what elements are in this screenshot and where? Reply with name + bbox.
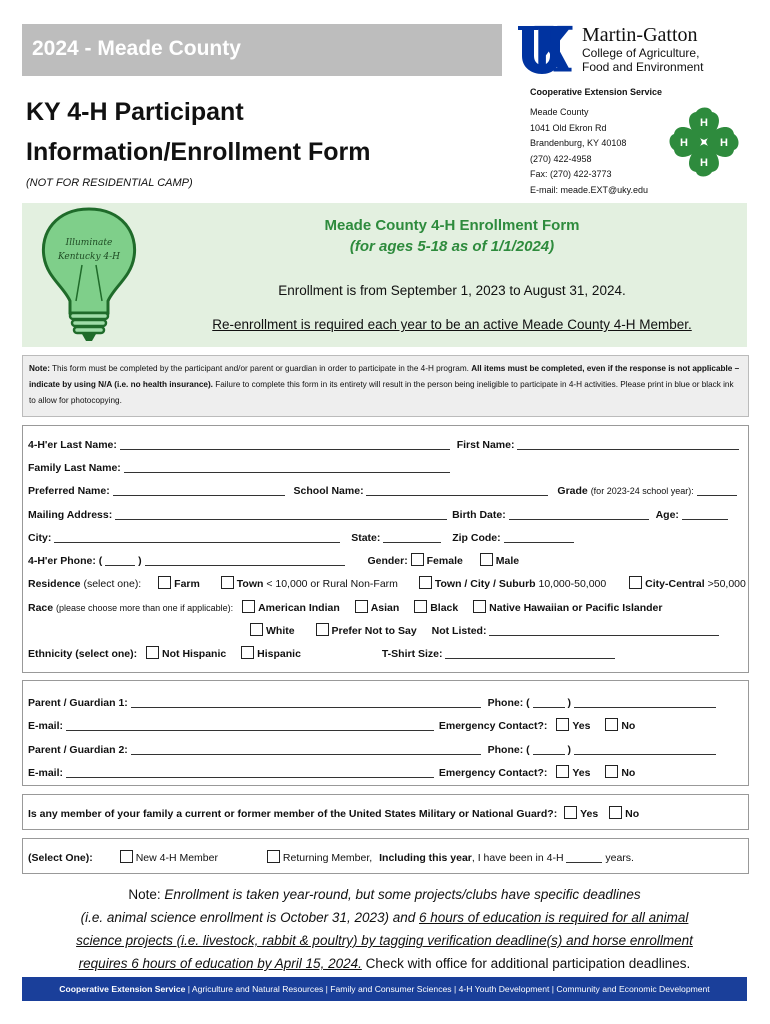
banner-title: Meade County 4-H Enrollment Form <box>324 217 580 234</box>
first-name-field[interactable] <box>517 437 739 450</box>
returning-member-checkbox[interactable] <box>267 850 280 863</box>
subtitle: (NOT FOR RESIDENTIAL CAMP) <box>26 177 193 189</box>
birth-date-field[interactable] <box>509 507 649 520</box>
lightbulb-icon <box>34 205 144 345</box>
row-parent2: Parent / Guardian 2: Phone: ( ) <box>28 742 716 756</box>
row-email2: E-mail: Emergency Contact?: Yes No <box>28 767 636 779</box>
row-residence: Residence (select one): Farm Town < 10,000 or Rural Non-Farm Town / City / Suburb 10,000-50,000 City-Central >50,000 <box>28 578 746 590</box>
row-names: 4-H'er Last Name: First Name: <box>28 437 739 451</box>
college-logo-text: Martin-Gatton College of Agriculture, Food and Environment <box>582 24 704 74</box>
deadline-note: Note: Enrollment is taken year-round, but some projects/clubs have specific deadlines (i.e. animal science enrollment is October 31, 2023) and 6 hours of education is required for all animal science projects (i.e. livestock, rabbit & poultry) by tagging verification deadline(s) and horse enrollment requires 6 hours of education by April 15, 2024. Check with office for additional participation deadlines. <box>76 887 693 971</box>
hispanic-checkbox[interactable] <box>241 646 254 659</box>
last-name-field[interactable] <box>120 437 450 450</box>
not-hispanic-checkbox[interactable] <box>146 646 159 659</box>
svg-text:H: H <box>700 157 708 169</box>
office-address: Meade County 1041 Old Ekron Rd Brandenburg, KY 40108 (270) 422-4958 Fax: (270) 422-3773 E-mail: meade.EXT@uky.edu <box>530 107 649 195</box>
footer-bar: Cooperative Extension Service | Agriculture and Natural Resources | Family and Consumer Sciences | 4-H Youth Development | Community and Economic Development <box>22 977 747 1001</box>
new-member-checkbox[interactable] <box>120 850 133 863</box>
parent2-phone-area-field[interactable] <box>533 742 565 755</box>
uk-logo-icon <box>516 24 576 76</box>
parent2-name-field[interactable] <box>131 742 481 755</box>
svg-text:H: H <box>680 137 688 149</box>
white-checkbox[interactable] <box>250 623 263 636</box>
grade-field[interactable] <box>697 483 737 496</box>
parent1-email-field[interactable] <box>66 718 434 731</box>
year-banner <box>22 24 502 76</box>
year-county: 2024 - Meade County <box>32 37 241 60</box>
family-last-name-field[interactable] <box>124 460 450 473</box>
phone-number-field[interactable] <box>145 553 345 566</box>
military-yes-checkbox[interactable] <box>564 806 577 819</box>
parent2-phone-field[interactable] <box>574 742 716 755</box>
svg-text:H: H <box>720 137 728 149</box>
row-mailing: Mailing Address: Birth Date: Age: <box>28 507 728 521</box>
row-school: Preferred Name: School Name: Grade (for 2023-24 school year): <box>28 483 737 497</box>
tshirt-size-field[interactable] <box>445 646 615 659</box>
row-city: City: State: Zip Code: <box>28 530 574 544</box>
preferred-name-field[interactable] <box>113 483 285 496</box>
race-not-listed-field[interactable] <box>489 623 719 636</box>
black-checkbox[interactable] <box>414 600 427 613</box>
row-phone: 4-H'er Phone: ( ) Gender: Female Male <box>28 555 520 567</box>
farm-checkbox[interactable] <box>158 576 171 589</box>
prefer-not-checkbox[interactable] <box>316 623 329 636</box>
school-name-field[interactable] <box>366 483 548 496</box>
parent1-emergency-yes-checkbox[interactable] <box>556 718 569 731</box>
american-indian-checkbox[interactable] <box>242 600 255 613</box>
svg-text:H: H <box>700 117 708 129</box>
male-checkbox[interactable] <box>480 553 493 566</box>
page-title: KY 4-H Participant Information/Enrollment Form <box>26 98 371 166</box>
reenrollment-note: Re-enrollment is required each year to be an active Meade County 4-H Member. <box>212 317 692 332</box>
instructions-note: Note: This form must be completed by the participant and/or parent or guardian in order to participate in the 4-H program. All items must be completed, even if the response is not applicable – indicate by using N/A (i.e. no health insurance). Failure to complete this form in its entirety will result in the person being ineligible to participate in 4-H activities. Please print in blue or black ink to allow for photocopying. <box>22 355 749 417</box>
parent1-name-field[interactable] <box>131 695 481 708</box>
suburb-checkbox[interactable] <box>419 576 432 589</box>
enrollment-period: Enrollment is from September 1, 2023 to August 31, 2024. <box>278 283 626 298</box>
banner-ages: (for ages 5-18 as of 1/1/2024) <box>349 238 555 255</box>
town-checkbox[interactable] <box>221 576 234 589</box>
row-race: Race (please choose more than one if applicable): American Indian Asian Black Native Hawaiian or Pacific Islander <box>28 602 663 614</box>
age-field[interactable] <box>682 507 728 520</box>
phone-area-field[interactable] <box>105 553 135 566</box>
parent2-email-field[interactable] <box>66 765 434 778</box>
row-race-2: White Prefer Not to Say Not Listed: <box>250 623 719 637</box>
four-h-clover-icon <box>666 104 742 180</box>
svg-text:Kentucky 4-H: Kentucky 4-H <box>57 252 121 262</box>
parent1-phone-field[interactable] <box>574 695 716 708</box>
row-family: Family Last Name: <box>28 460 450 474</box>
city-field[interactable] <box>54 530 340 543</box>
mailing-address-field[interactable] <box>115 507 447 520</box>
zip-code-field[interactable] <box>504 530 574 543</box>
parent2-emergency-no-checkbox[interactable] <box>605 765 618 778</box>
city-central-checkbox[interactable] <box>629 576 642 589</box>
hawaiian-checkbox[interactable] <box>473 600 486 613</box>
parent1-phone-area-field[interactable] <box>533 695 565 708</box>
row-membership: (Select One): New 4-H Member Returning Member, Including this year, I have been in 4-H years. <box>28 852 634 864</box>
row-military: Is any member of your family a current or former member of the United States Military or National Guard?: Yes No <box>28 808 640 820</box>
ces-label: Cooperative Extension Service <box>530 87 663 97</box>
state-field[interactable] <box>383 530 441 543</box>
row-email1: E-mail: Emergency Contact?: Yes No <box>28 720 636 732</box>
svg-text:Illuminate: Illuminate <box>65 238 113 248</box>
parent2-emergency-yes-checkbox[interactable] <box>556 765 569 778</box>
row-parent1: Parent / Guardian 1: Phone: ( ) <box>28 695 716 709</box>
military-no-checkbox[interactable] <box>609 806 622 819</box>
female-checkbox[interactable] <box>411 553 424 566</box>
years-in-4h-field[interactable] <box>566 850 602 863</box>
asian-checkbox[interactable] <box>355 600 368 613</box>
row-ethnicity: Ethnicity (select one): Not Hispanic Hispanic T-Shirt Size: <box>28 646 615 660</box>
enrollment-banner <box>22 203 747 347</box>
parent1-emergency-no-checkbox[interactable] <box>605 718 618 731</box>
